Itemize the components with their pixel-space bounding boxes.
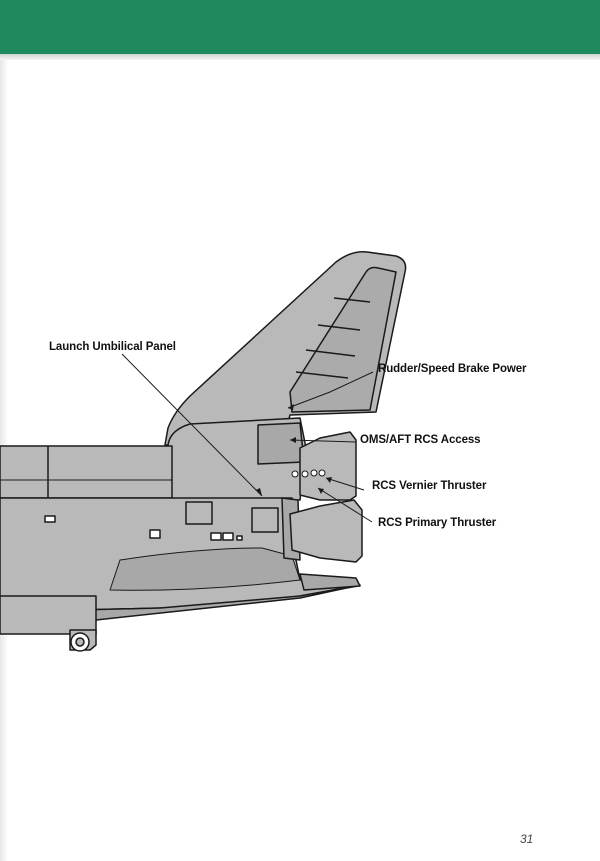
- label-rcs-vernier-thruster: RCS Vernier Thruster: [372, 480, 487, 492]
- label-rudder-speed-brake-power: Rudder/Speed Brake Power: [378, 363, 527, 375]
- page-number: 31: [520, 832, 534, 846]
- label-oms-aft-rcs-access: OMS/AFT RCS Access: [360, 434, 481, 446]
- fuselage-upper: [0, 446, 172, 498]
- label-launch-umbilical-panel: Launch Umbilical Panel: [49, 341, 176, 353]
- label-rcs-primary-thruster: RCS Primary Thruster: [378, 517, 497, 529]
